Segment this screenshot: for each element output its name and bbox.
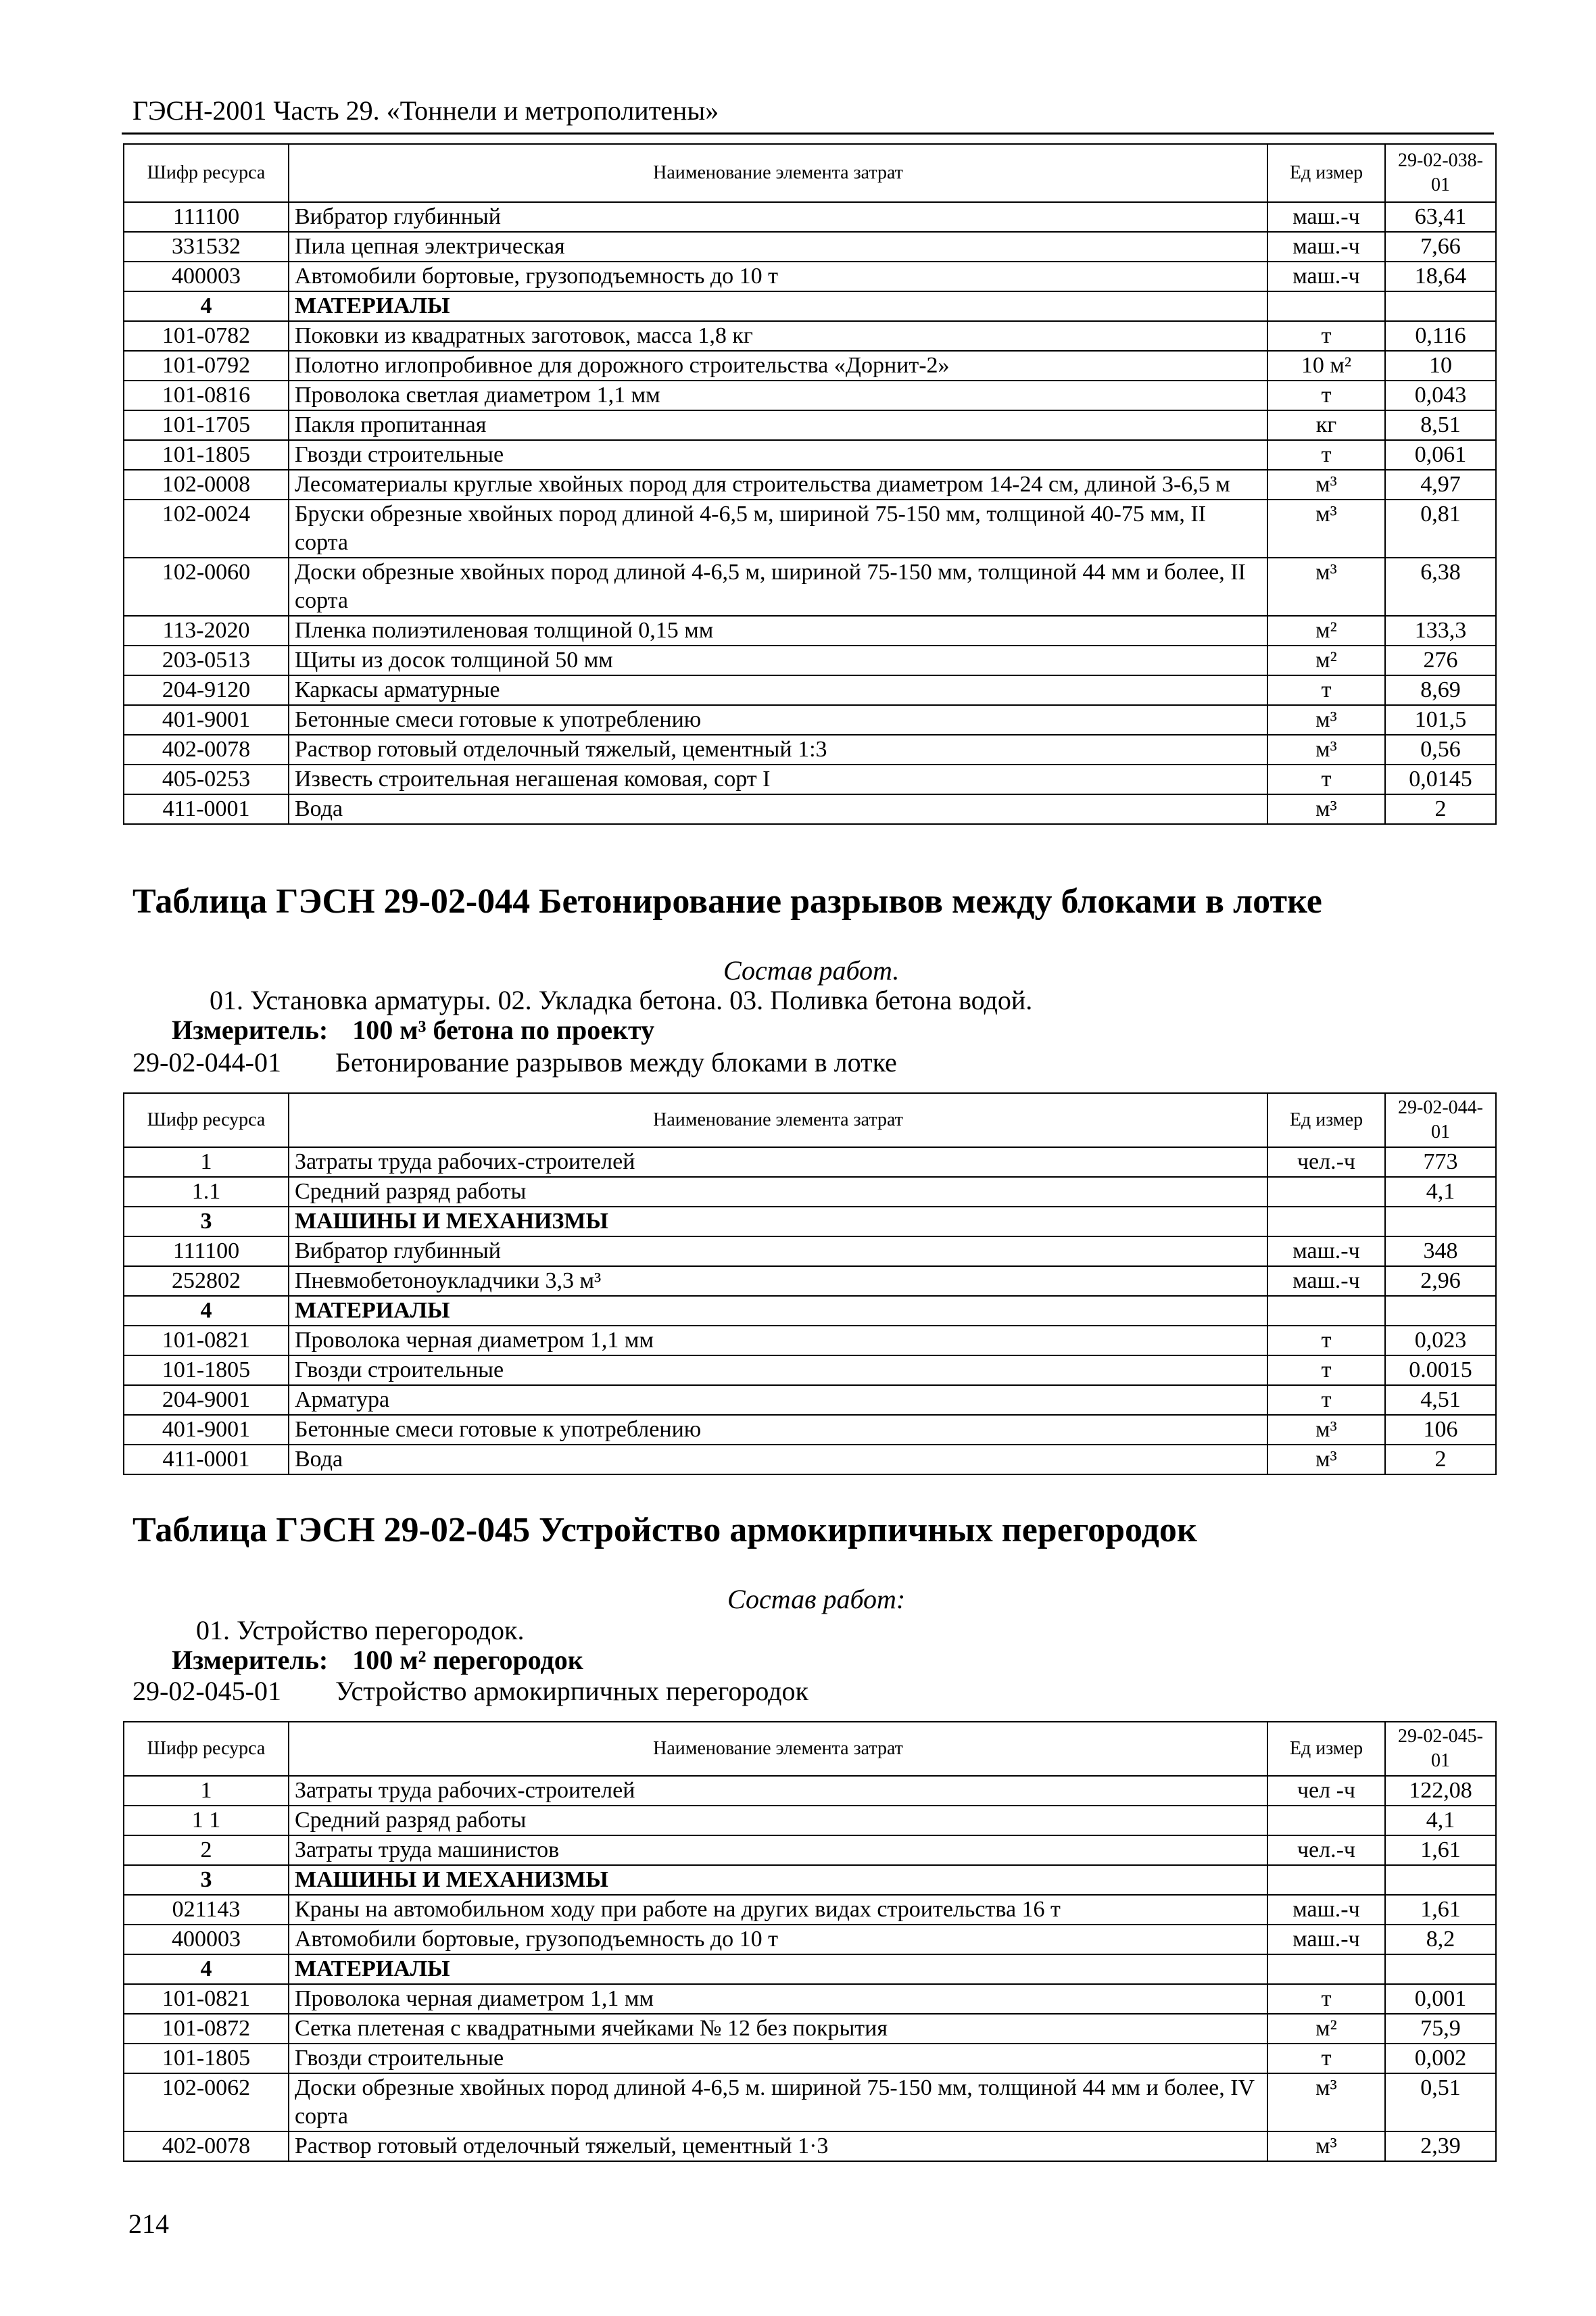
- resource-name: Доски обрезные хвойных пород длиной 4-6,5 м. шириной 75-150 мм, толщиной 44 мм и более, IV сорта: [289, 2073, 1267, 2131]
- resource-name: Гвозди строительные: [289, 440, 1267, 470]
- unit-of-measure: кг: [1267, 410, 1385, 440]
- norm-value: 75,9: [1385, 2014, 1496, 2044]
- resource-code: 113-2020: [124, 616, 289, 646]
- resource-code: 411-0001: [124, 1445, 289, 1474]
- resource-name: Вибратор глубинный: [289, 202, 1267, 232]
- resource-code: 4: [124, 1296, 289, 1326]
- resource-code: 411-0001: [124, 794, 289, 824]
- meter-label: Измеритель:: [172, 1645, 329, 1675]
- norm-value: 4,97: [1385, 470, 1496, 500]
- table-row: [124, 262, 1496, 291]
- table-row: [124, 765, 1496, 794]
- resource-name: Раствор готовый отделочный тяжелый, цементный 1:3: [289, 735, 1267, 765]
- col-header-rate-code: 29-02-045-01: [1385, 1722, 1496, 1776]
- resource-name: Бруски обрезные хвойных пород длиной 4-6,5 м, шириной 75-150 мм, толщиной 40-75 мм, II сорта: [289, 500, 1267, 558]
- resource-name: Доски обрезные хвойных пород длиной 4-6,5 м, шириной 75-150 мм, толщиной 44 мм и более, II сорта: [289, 558, 1267, 616]
- norm-value: 8,69: [1385, 675, 1496, 705]
- table-row: [124, 675, 1496, 705]
- resource-code: 401-9001: [124, 705, 289, 735]
- unit-of-measure: т: [1267, 1355, 1385, 1385]
- unit-of-measure: т: [1267, 381, 1385, 410]
- unit-of-measure: м³: [1267, 2073, 1385, 2131]
- resource-name: Автомобили бортовые, грузоподъемность до 10 т: [289, 1925, 1267, 1954]
- col-header-code: Шифр ресурса: [124, 144, 289, 202]
- norm-value: 8,51: [1385, 410, 1496, 440]
- norm-value: 0,56: [1385, 735, 1496, 765]
- meter-044: [172, 1014, 654, 1046]
- resource-code: 101-1705: [124, 410, 289, 440]
- resource-name: Затраты труда рабочих-строителей: [289, 1147, 1267, 1177]
- table-row: [124, 1415, 1496, 1445]
- col-header-unit: Ед измер: [1267, 144, 1385, 202]
- norm-value: 773: [1385, 1147, 1496, 1177]
- resource-code: 101-1805: [124, 1355, 289, 1385]
- col-header-unit: Ед измер: [1267, 1093, 1385, 1147]
- unit-of-measure: маш.-ч: [1267, 202, 1385, 232]
- norm-value: 2,96: [1385, 1266, 1496, 1296]
- unit-of-measure: т: [1267, 440, 1385, 470]
- resource-name: Каркасы арматурные: [289, 675, 1267, 705]
- unit-of-measure: т: [1267, 1385, 1385, 1415]
- table-row: [124, 1385, 1496, 1415]
- resource-name: Поковки из квадратных заготовок, масса 1,8 кг: [289, 321, 1267, 351]
- norm-value: 0,116: [1385, 321, 1496, 351]
- table-header-row: [124, 1722, 1496, 1776]
- resource-name: Гвозди строительные: [289, 1355, 1267, 1385]
- norm-value: 2,39: [1385, 2131, 1496, 2161]
- norm-value: 0,023: [1385, 1326, 1496, 1355]
- resource-code: 102-0008: [124, 470, 289, 500]
- resource-name: Средний разряд работы: [289, 1806, 1267, 1835]
- table-header-row: [124, 1093, 1496, 1147]
- unit-of-measure: [1267, 1296, 1385, 1326]
- norm-value: [1385, 1865, 1496, 1895]
- header-rule: [122, 132, 1494, 135]
- unit-of-measure: м³: [1267, 705, 1385, 735]
- norm-value: 348: [1385, 1236, 1496, 1266]
- norm-value: 10: [1385, 351, 1496, 381]
- norm-value: 4,51: [1385, 1385, 1496, 1415]
- table-row: [124, 321, 1496, 351]
- unit-of-measure: [1267, 1806, 1385, 1835]
- resource-name: Проволока светлая диаметром 1,1 мм: [289, 381, 1267, 410]
- section-heading: МАТЕРИАЛЫ: [289, 291, 1267, 321]
- unit-of-measure: [1267, 291, 1385, 321]
- resource-name: Затраты труда машинистов: [289, 1835, 1267, 1865]
- resource-name: Краны на автомобильном ходу при работе на других видах строительства 16 т: [289, 1895, 1267, 1925]
- meter-value: 100 м³ бетона по проекту: [352, 1015, 655, 1045]
- table-row: [124, 351, 1496, 381]
- resource-name: Лесоматериалы круглые хвойных пород для строительства диаметром 14-24 см, длиной 3-6,5 м: [289, 470, 1267, 500]
- table-row: [124, 558, 1496, 616]
- norm-value: 0,81: [1385, 500, 1496, 558]
- subcode-description: Устройство армокирпичных перегородок: [335, 1676, 808, 1706]
- table-row: [124, 410, 1496, 440]
- unit-of-measure: чел -ч: [1267, 1776, 1385, 1806]
- table-row: [124, 1147, 1496, 1177]
- table-row: [124, 616, 1496, 646]
- resource-code: 101-0792: [124, 351, 289, 381]
- col-header-name: Наименование элемента затрат: [289, 1093, 1267, 1147]
- table-row: [124, 202, 1496, 232]
- resource-name: Пневмобетоноукладчики 3,3 м³: [289, 1266, 1267, 1296]
- subcode-number: 29-02-045-01: [132, 1676, 281, 1706]
- resource-name: Гвозди строительные: [289, 2044, 1267, 2073]
- norm-value: 4,1: [1385, 1806, 1496, 1835]
- unit-of-measure: [1267, 1865, 1385, 1895]
- table-row: [124, 232, 1496, 262]
- resource-code: 252802: [124, 1266, 289, 1296]
- table-row: [124, 1925, 1496, 1954]
- table-title-044: Таблица ГЭСН 29-02-044 Бетонирование разрывов между блоками в лотке: [132, 882, 1322, 921]
- unit-of-measure: т: [1267, 1984, 1385, 2014]
- table-title-045: Таблица ГЭСН 29-02-045 Устройство армокирпичных перегородок: [132, 1511, 1197, 1549]
- norm-value: 101,5: [1385, 705, 1496, 735]
- unit-of-measure: т: [1267, 1326, 1385, 1355]
- unit-of-measure: [1267, 1954, 1385, 1984]
- unit-of-measure: м³: [1267, 735, 1385, 765]
- table-row: [124, 470, 1496, 500]
- table-row: [124, 2131, 1496, 2161]
- unit-of-measure: м³: [1267, 1445, 1385, 1474]
- resource-code: 402-0078: [124, 735, 289, 765]
- norm-value: [1385, 1954, 1496, 1984]
- resource-name: Сетка плетеная с квадратными ячейками № 12 без покрытия: [289, 2014, 1267, 2044]
- meter-045: [172, 1644, 583, 1676]
- resource-name: Вода: [289, 794, 1267, 824]
- resource-name: Вибратор глубинный: [289, 1236, 1267, 1266]
- resource-name: Известь строительная негашеная комовая, сорт I: [289, 765, 1267, 794]
- unit-of-measure: т: [1267, 765, 1385, 794]
- resource-code: 2: [124, 1835, 289, 1865]
- resource-code: 401-9001: [124, 1415, 289, 1445]
- unit-of-measure: маш.-ч: [1267, 1895, 1385, 1925]
- resource-name: Средний разряд работы: [289, 1177, 1267, 1207]
- table-row: [124, 1445, 1496, 1474]
- resource-code: 331532: [124, 232, 289, 262]
- resource-code: 101-1805: [124, 440, 289, 470]
- subcode-description: Бетонирование разрывов между блоками в лотке: [335, 1047, 897, 1078]
- table-row: [124, 794, 1496, 824]
- norm-value: 0,043: [1385, 381, 1496, 410]
- resource-code: 400003: [124, 1925, 289, 1954]
- resource-name: Пакля пропитанная: [289, 410, 1267, 440]
- meter-label: Измеритель:: [172, 1015, 329, 1045]
- resource-code: 101-0782: [124, 321, 289, 351]
- table-row: [124, 1177, 1496, 1207]
- section-row: [124, 1296, 1496, 1326]
- table-row: [124, 646, 1496, 675]
- unit-of-measure: [1267, 1207, 1385, 1236]
- unit-of-measure: м³: [1267, 1415, 1385, 1445]
- subcode-number: 29-02-044-01: [132, 1047, 281, 1078]
- table-row: [124, 1776, 1496, 1806]
- norm-value: 18,64: [1385, 262, 1496, 291]
- norm-value: 2: [1385, 1445, 1496, 1474]
- resource-code: 1: [124, 1147, 289, 1177]
- table-row: [124, 381, 1496, 410]
- norm-value: 8,2: [1385, 1925, 1496, 1954]
- unit-of-measure: чел.-ч: [1267, 1147, 1385, 1177]
- unit-of-measure: м²: [1267, 616, 1385, 646]
- unit-of-measure: т: [1267, 2044, 1385, 2073]
- unit-of-measure: т: [1267, 675, 1385, 705]
- resource-name: Проволока черная диаметром 1,1 мм: [289, 1984, 1267, 2014]
- norm-value: 0,002: [1385, 2044, 1496, 2073]
- unit-of-measure: м³: [1267, 558, 1385, 616]
- composition-label-044: Состав работ.: [723, 955, 900, 986]
- resource-code: 204-9001: [124, 1385, 289, 1415]
- norm-value: 6,38: [1385, 558, 1496, 616]
- resource-code: 1 1: [124, 1806, 289, 1835]
- resource-code: 101-0816: [124, 381, 289, 410]
- operations-044: 01. Установка арматуры. 02. Укладка бетона. 03. Поливка бетона водой.: [210, 985, 1033, 1015]
- col-header-unit: Ед измер: [1267, 1722, 1385, 1776]
- resource-code: 400003: [124, 262, 289, 291]
- resource-code: 402-0078: [124, 2131, 289, 2161]
- unit-of-measure: м²: [1267, 646, 1385, 675]
- resource-name: Арматура: [289, 1385, 1267, 1415]
- unit-of-measure: маш.-ч: [1267, 1266, 1385, 1296]
- norm-value: [1385, 291, 1496, 321]
- section-row: [124, 1865, 1496, 1895]
- norm-value: 7,66: [1385, 232, 1496, 262]
- table-row: [124, 705, 1496, 735]
- resource-code: 101-1805: [124, 2044, 289, 2073]
- norm-value: 0.0015: [1385, 1355, 1496, 1385]
- page-number: 214: [128, 2209, 169, 2239]
- resource-code: 4: [124, 291, 289, 321]
- table-row: [124, 1806, 1496, 1835]
- subcode-045: [132, 1675, 808, 1707]
- unit-of-measure: [1267, 1177, 1385, 1207]
- unit-of-measure: м³: [1267, 470, 1385, 500]
- resource-name: Вода: [289, 1445, 1267, 1474]
- resource-name: Автомобили бортовые, грузоподъемность до 10 т: [289, 262, 1267, 291]
- resource-code: 1.1: [124, 1177, 289, 1207]
- unit-of-measure: 10 м²: [1267, 351, 1385, 381]
- table-row: [124, 440, 1496, 470]
- resource-code: 111100: [124, 1236, 289, 1266]
- norm-value: 133,3: [1385, 616, 1496, 646]
- section-heading: МАШИНЫ И МЕХАНИЗМЫ: [289, 1207, 1267, 1236]
- resource-code: 101-0872: [124, 2014, 289, 2044]
- unit-of-measure: т: [1267, 321, 1385, 351]
- table-row: [124, 1236, 1496, 1266]
- unit-of-measure: маш.-ч: [1267, 1236, 1385, 1266]
- norm-value: 0,061: [1385, 440, 1496, 470]
- resource-code: 102-0060: [124, 558, 289, 616]
- composition-label-045: Состав работ:: [727, 1584, 906, 1614]
- section-row: [124, 1207, 1496, 1236]
- table-row: [124, 1326, 1496, 1355]
- table-row: [124, 1266, 1496, 1296]
- unit-of-measure: м²: [1267, 2014, 1385, 2044]
- resource-code: 3: [124, 1207, 289, 1236]
- norm-value: 2: [1385, 794, 1496, 824]
- unit-of-measure: маш.-ч: [1267, 1925, 1385, 1954]
- norm-value: 106: [1385, 1415, 1496, 1445]
- norm-value: [1385, 1207, 1496, 1236]
- table-row: [124, 1355, 1496, 1385]
- norm-value: 276: [1385, 646, 1496, 675]
- table-row: [124, 1895, 1496, 1925]
- resource-code: 203-0513: [124, 646, 289, 675]
- section-heading: МАТЕРИАЛЫ: [289, 1296, 1267, 1326]
- resource-code: 102-0024: [124, 500, 289, 558]
- unit-of-measure: маш.-ч: [1267, 262, 1385, 291]
- resource-name: Бетонные смеси готовые к употреблению: [289, 705, 1267, 735]
- section-row: [124, 291, 1496, 321]
- table-row: [124, 2044, 1496, 2073]
- norm-value: 0,51: [1385, 2073, 1496, 2131]
- resource-name: Щиты из досок толщиной 50 мм: [289, 646, 1267, 675]
- norm-value: 0,0145: [1385, 765, 1496, 794]
- table-row: [124, 1984, 1496, 2014]
- table-row: [124, 2073, 1496, 2131]
- resource-code: 4: [124, 1954, 289, 1984]
- unit-of-measure: м³: [1267, 2131, 1385, 2161]
- section-row: [124, 1954, 1496, 1984]
- col-header-code: Шифр ресурса: [124, 1722, 289, 1776]
- section-heading: МАТЕРИАЛЫ: [289, 1954, 1267, 1984]
- resource-name: Бетонные смеси готовые к употреблению: [289, 1415, 1267, 1445]
- norm-value: 1,61: [1385, 1835, 1496, 1865]
- resource-table-038: [123, 143, 1497, 825]
- norm-value: 63,41: [1385, 202, 1496, 232]
- resource-table-044: [123, 1092, 1497, 1475]
- resource-code: 102-0062: [124, 2073, 289, 2131]
- norm-value: [1385, 1296, 1496, 1326]
- resource-name: Полотно иглопробивное для дорожного строительства «Дорнит-2»: [289, 351, 1267, 381]
- norm-value: 122,08: [1385, 1776, 1496, 1806]
- col-header-rate-code: 29-02-038-01: [1385, 144, 1496, 202]
- section-heading: МАШИНЫ И МЕХАНИЗМЫ: [289, 1865, 1267, 1895]
- resource-code: 204-9120: [124, 675, 289, 705]
- col-header-code: Шифр ресурса: [124, 1093, 289, 1147]
- resource-code: 3: [124, 1865, 289, 1895]
- unit-of-measure: м³: [1267, 500, 1385, 558]
- resource-code: 405-0253: [124, 765, 289, 794]
- resource-table-045: [123, 1721, 1497, 2162]
- resource-code: 101-0821: [124, 1984, 289, 2014]
- resource-name: Проволока черная диаметром 1,1 мм: [289, 1326, 1267, 1355]
- running-head: ГЭСН-2001 Часть 29. «Тоннели и метрополитены»: [132, 95, 719, 126]
- meter-value: 100 м² перегородок: [352, 1645, 583, 1675]
- subcode-044: [132, 1046, 897, 1078]
- col-header-name: Наименование элемента затрат: [289, 144, 1267, 202]
- resource-name: Раствор готовый отделочный тяжелый, цементный 1·3: [289, 2131, 1267, 2161]
- resource-name: Затраты труда рабочих-строителей: [289, 1776, 1267, 1806]
- col-header-rate-code: 29-02-044-01: [1385, 1093, 1496, 1147]
- table-row: [124, 500, 1496, 558]
- table-row: [124, 735, 1496, 765]
- norm-value: 4,1: [1385, 1177, 1496, 1207]
- norm-value: 1,61: [1385, 1895, 1496, 1925]
- unit-of-measure: маш.-ч: [1267, 232, 1385, 262]
- norm-value: 0,001: [1385, 1984, 1496, 2014]
- table-row: [124, 2014, 1496, 2044]
- table-header-row: [124, 144, 1496, 202]
- resource-code: 1: [124, 1776, 289, 1806]
- resource-code: 021143: [124, 1895, 289, 1925]
- resource-code: 101-0821: [124, 1326, 289, 1355]
- operations-045: 01. Устройство перегородок.: [196, 1615, 525, 1645]
- resource-name: Пила цепная электрическая: [289, 232, 1267, 262]
- unit-of-measure: м³: [1267, 794, 1385, 824]
- col-header-name: Наименование элемента затрат: [289, 1722, 1267, 1776]
- table-row: [124, 1835, 1496, 1865]
- resource-name: Пленка полиэтиленовая толщиной 0,15 мм: [289, 616, 1267, 646]
- resource-code: 111100: [124, 202, 289, 232]
- unit-of-measure: чел.-ч: [1267, 1835, 1385, 1865]
